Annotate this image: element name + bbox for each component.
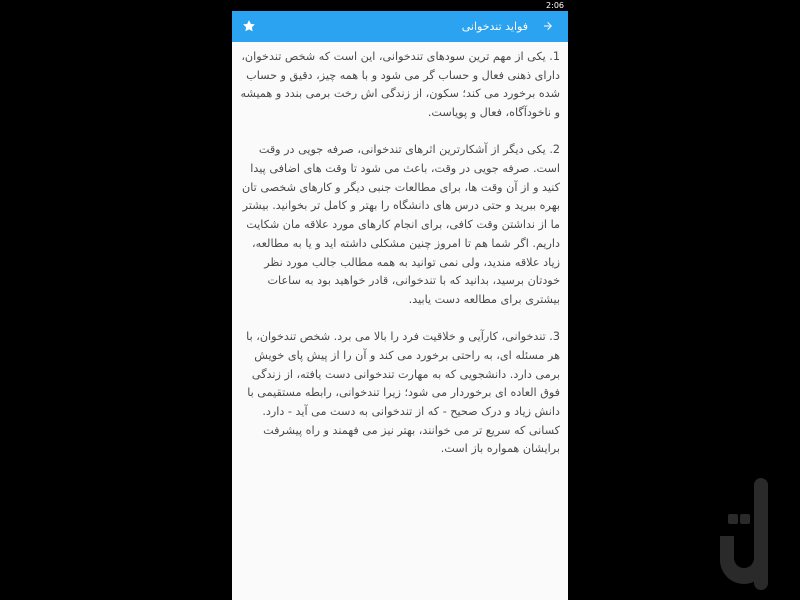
app-window bbox=[232, 11, 568, 600]
paragraph-1: 1. یکی از مهم ترین سودهای تندخوانی، این است که شخص تندخوان، دارای ذهنی فعال و حساب گر می شود و با همه چیز، دقیق و حساب شده برخورد می کند؛ سکون، از زندگی اش رخت برمی بندد و همیشه و ناخودآگاه، فعال و پویاست. bbox=[240, 50, 560, 120]
paragraph-2: 2. یکی دیگر از آشکارترین اثرهای تندخوانی، صرفه جویی در وقت است. صرفه جویی در وقت، باعث می شود تا وقت های اضافی پیدا کنید و از آن وقت ها، برای مطالعات جنبی دیگر و کارهای شخصی تان بهره ببرید و حتی درس های دانشگاه را بهتر و کامل تر بخوانید. بیشتر ما از نداشتن وقت کافی، برای انجام کارهای مورد علاقه مان شکایت داریم. اگر شما هم تا امروز چنین مشکلی داشته اید و یا به مطالعه، زیاد علاقه مندید، ولی نمی توانید به همه مطالب جالب مورد نظر خودتان برسید، بدانید که با تندخوانی، قادر خواهید بود به ساعات بیشتری برای مطالعه دست یابید. bbox=[242, 143, 560, 306]
page-title: فواید تندخوانی bbox=[461, 20, 528, 33]
status-bar bbox=[0, 0, 800, 11]
paragraph-3: 3. تندخوانی، کارآیی و خلاقیت فرد را بالا می برد. شخص تندخوان، با هر مسئله ای، به راحتی برخورد می کند و آن را از پیش پای خویش برمی دارد. دانشجویی که به مهارت تندخوانی دست یافته، از زندگی فوق العاده ای برخوردار می شود؛ زیرا تندخوانی، رابطه مستقیمی با دانش زیاد و درک صحیح - که از تندخوانی به دست می آید - دارد. کسانی که سریع تر می خوانند، بهتر نیز می فهمند و راه پیشرفت برایشان همواره باز است. bbox=[246, 330, 560, 456]
toolbar bbox=[232, 11, 568, 42]
article-content[interactable] bbox=[232, 42, 568, 600]
arrow-back-icon[interactable] bbox=[538, 16, 558, 36]
star-icon[interactable] bbox=[239, 16, 259, 36]
status-time: 2:06 bbox=[546, 1, 564, 10]
cafebazaar-logo-icon bbox=[718, 478, 780, 590]
